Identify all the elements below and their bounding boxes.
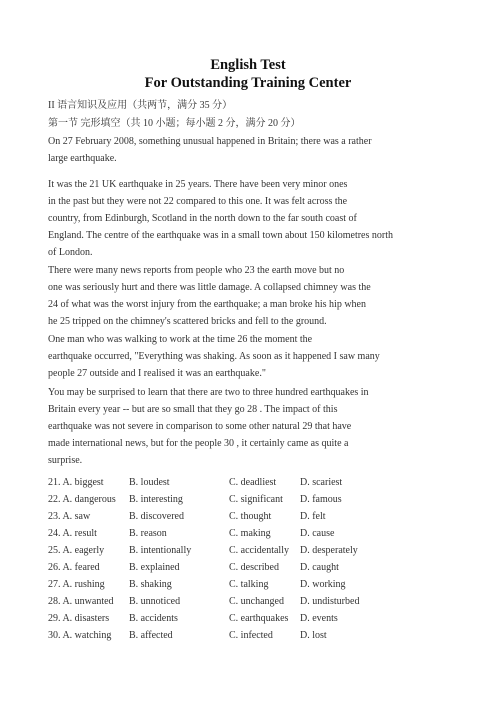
paragraph-1 [48,133,448,167]
section-heading: II 语言知识及应用（共两节，满分 35 分） [48,100,233,111]
option-b: B. shaking [129,579,172,590]
paragraph-line: large earthquake. [48,153,117,164]
paragraph-line: one was seriously hurt and there was little damage. A collapsed chimney was the [48,282,371,293]
option-b: B. loudest [129,477,170,488]
document-subtitle: For Outstanding Training Center [144,75,352,91]
paragraph-line: England. The centre of the earthquake was in a small town about 150 kilometres north [48,230,393,241]
option-a: 23. A. saw [48,511,91,522]
paragraph-line: country, from Edinburgh, Scotland in the north down to the far south coast of [48,213,357,224]
option-d: D. undisturbed [300,596,360,607]
paragraph-line: people 27 outside and I realised it was an earthquake." [48,368,266,379]
section-subheading: 第一节 完形填空（共 10 小题；每小题 2 分，满分 20 分） [48,118,301,129]
paragraph-5 [48,384,448,469]
option-a: 24. A. result [48,528,97,539]
paragraph-3 [48,262,448,330]
option-a: 22. A. dangerous [48,494,116,505]
option-row [48,610,428,627]
paragraph-line: Britain every year -- but are so small that they go 28 . The impact of this [48,404,338,415]
option-b: B. intentionally [129,545,192,556]
option-a: 21. A. biggest [48,477,104,488]
paragraph-4 [48,331,448,382]
option-a: 25. A. eagerly [48,545,105,556]
option-c: C. significant [229,494,283,505]
option-c: C. deadliest [229,477,277,488]
option-c: C. talking [229,579,269,590]
option-b: B. unnoticed [129,596,181,607]
option-c: C. thought [229,511,272,522]
answer-options [48,474,428,644]
option-c: C. earthquakes [229,613,289,624]
paragraph-line: One man who was walking to work at the time 26 the moment the [48,334,313,345]
option-b: B. discovered [129,511,184,522]
paragraph-line: surprise. [48,455,83,466]
paragraph-line: On 27 February 2008, something unusual happened in Britain; there was a rather [48,136,372,147]
paragraph-line: in the past but they were not 22 compared to this one. It was felt across the [48,196,348,207]
option-d: D. cause [300,528,335,539]
option-row [48,576,428,593]
option-b: B. explained [129,562,180,573]
option-a: 29. A. disasters [48,613,110,624]
option-row [48,508,428,525]
option-d: D. caught [300,562,339,573]
option-d: D. lost [300,630,327,641]
option-c: C. accidentally [229,545,289,556]
option-row [48,559,428,576]
paragraph-line: You may be surprised to learn that there are two to three hundred earthquakes in [48,387,369,398]
option-d: D. working [300,579,346,590]
option-a: 27. A. rushing [48,579,105,590]
option-b: B. affected [129,630,173,641]
option-d: D. events [300,613,338,624]
option-b: B. reason [129,528,167,539]
paragraph-line: earthquake occurred, "Everything was shaking. As soon as it happened I saw many [48,351,380,362]
option-row [48,491,428,508]
option-b: B. accidents [129,613,178,624]
option-d: D. famous [300,494,342,505]
option-b: B. interesting [129,494,183,505]
option-row [48,627,428,644]
option-c: C. infected [229,630,273,641]
paragraph-line: earthquake was not severe in comparison to some other natural 29 that have [48,421,352,432]
document-title: English Test [210,57,286,73]
paragraph-line: made international news, but for the people 30 , it certainly came as quite a [48,438,349,449]
paragraph-2 [48,176,448,261]
option-a: 30. A. watching [48,630,112,641]
option-a: 28. A. unwanted [48,596,114,607]
option-a: 26. A. feared [48,562,100,573]
option-c: C. unchanged [229,596,284,607]
option-row [48,474,428,491]
option-row [48,525,428,542]
option-d: D. scariest [300,477,343,488]
paragraph-line: he 25 tripped on the chimney's scattered bricks and fell to the ground. [48,316,327,327]
paragraph-line: There were many news reports from people who 23 the earth move but no [48,265,345,276]
option-d: D. desperately [300,545,358,556]
paragraph-line: 24 of what was the worst injury from the earthquake; a man broke his hip when [48,299,366,310]
option-c: C. described [229,562,279,573]
paragraph-line: It was the 21 UK earthquake in 25 years. There have been very minor ones [48,179,348,190]
option-row [48,593,428,610]
option-d: D. felt [300,511,326,522]
option-row [48,542,428,559]
option-c: C. making [229,528,271,539]
paragraph-line: of London. [48,247,93,258]
